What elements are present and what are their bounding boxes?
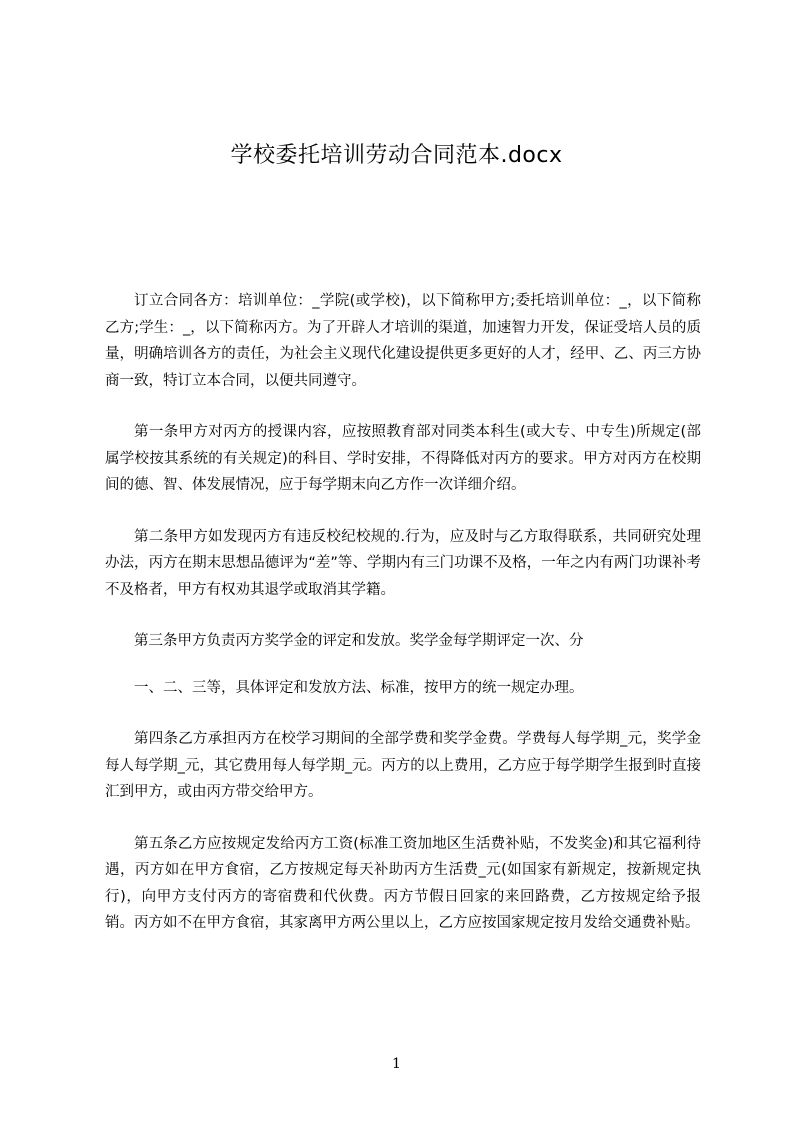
document-body: [105, 288, 701, 937]
paragraph-article-4: 第四条乙方承担丙方在校学习期间的全部学费和奖学金费。学费每人每学期_元，奖学金每人每学期_元，其它费用每人每学期_元。丙方的以上费用，乙方应于每学期学生报到时直接汇到甲方，或由丙方带交给甲方。: [105, 731, 701, 800]
paragraph-article-1: 第一条甲方对丙方的授课内容，应按照教育部对同类本科生(或大专、中专生)所规定(部属学校按其系统的有关规定)的科目、学时安排，不得降低对丙方的要求。甲方对丙方在校期间的德、智、体发展情况，应于每学期末向乙方作一次详细介绍。: [105, 424, 701, 493]
paragraph-article-3-continued: 一、二、三等，具体评定和发放方法、标准，按甲方的统一规定办理。: [134, 679, 584, 696]
paragraph-article-5: 第五条乙方应按规定发给丙方工资(标准工资加地区生活费补贴，不发奖金)和其它福利待遇，丙方如在甲方食宿，乙方按规定每天补助丙方生活费_元(如国家有新规定，按新规定执行)，向甲方支付丙方的寄宿费和代伙费。丙方节假日回家的来回路费，乙方按规定给予报销。丙方如不在甲方食宿，其家离甲方两公里以上，乙方应按国家规定按月发给交通费补贴。: [105, 835, 701, 931]
page-number: 1: [392, 1056, 401, 1072]
paragraph-article-3: 第三条甲方负责丙方奖学金的评定和发放。奖学金每学期评定一次、分: [134, 633, 584, 649]
paragraph-article-2: 第二条甲方如发现丙方有违反校纪校规的.行为，应及时与乙方取得联系，共同研究处理办法，丙方在期末思想品德评为“差”等、学期内有三门功课不及格，一年之内有两门功课补考不及格者，甲方有权劝其退学或取消其学籍。: [105, 528, 701, 598]
document-title: 学校委托培训劳动合同范本.docx: [230, 143, 563, 168]
paragraph-parties: 订立合同各方：培训单位：_学院(或学校)，以下简称甲方;委托培训单位：_，以下简称乙方;学生：_，以下简称丙方。为了开辟人才培训的渠道，加速智力开发，保证受培人员的质量，明确培训各方的责任，为社会主义现代化建设提供更多更好的人才，经甲、乙、丙三方协商一致，特订立本合同，以便共同遵守。: [105, 293, 701, 389]
